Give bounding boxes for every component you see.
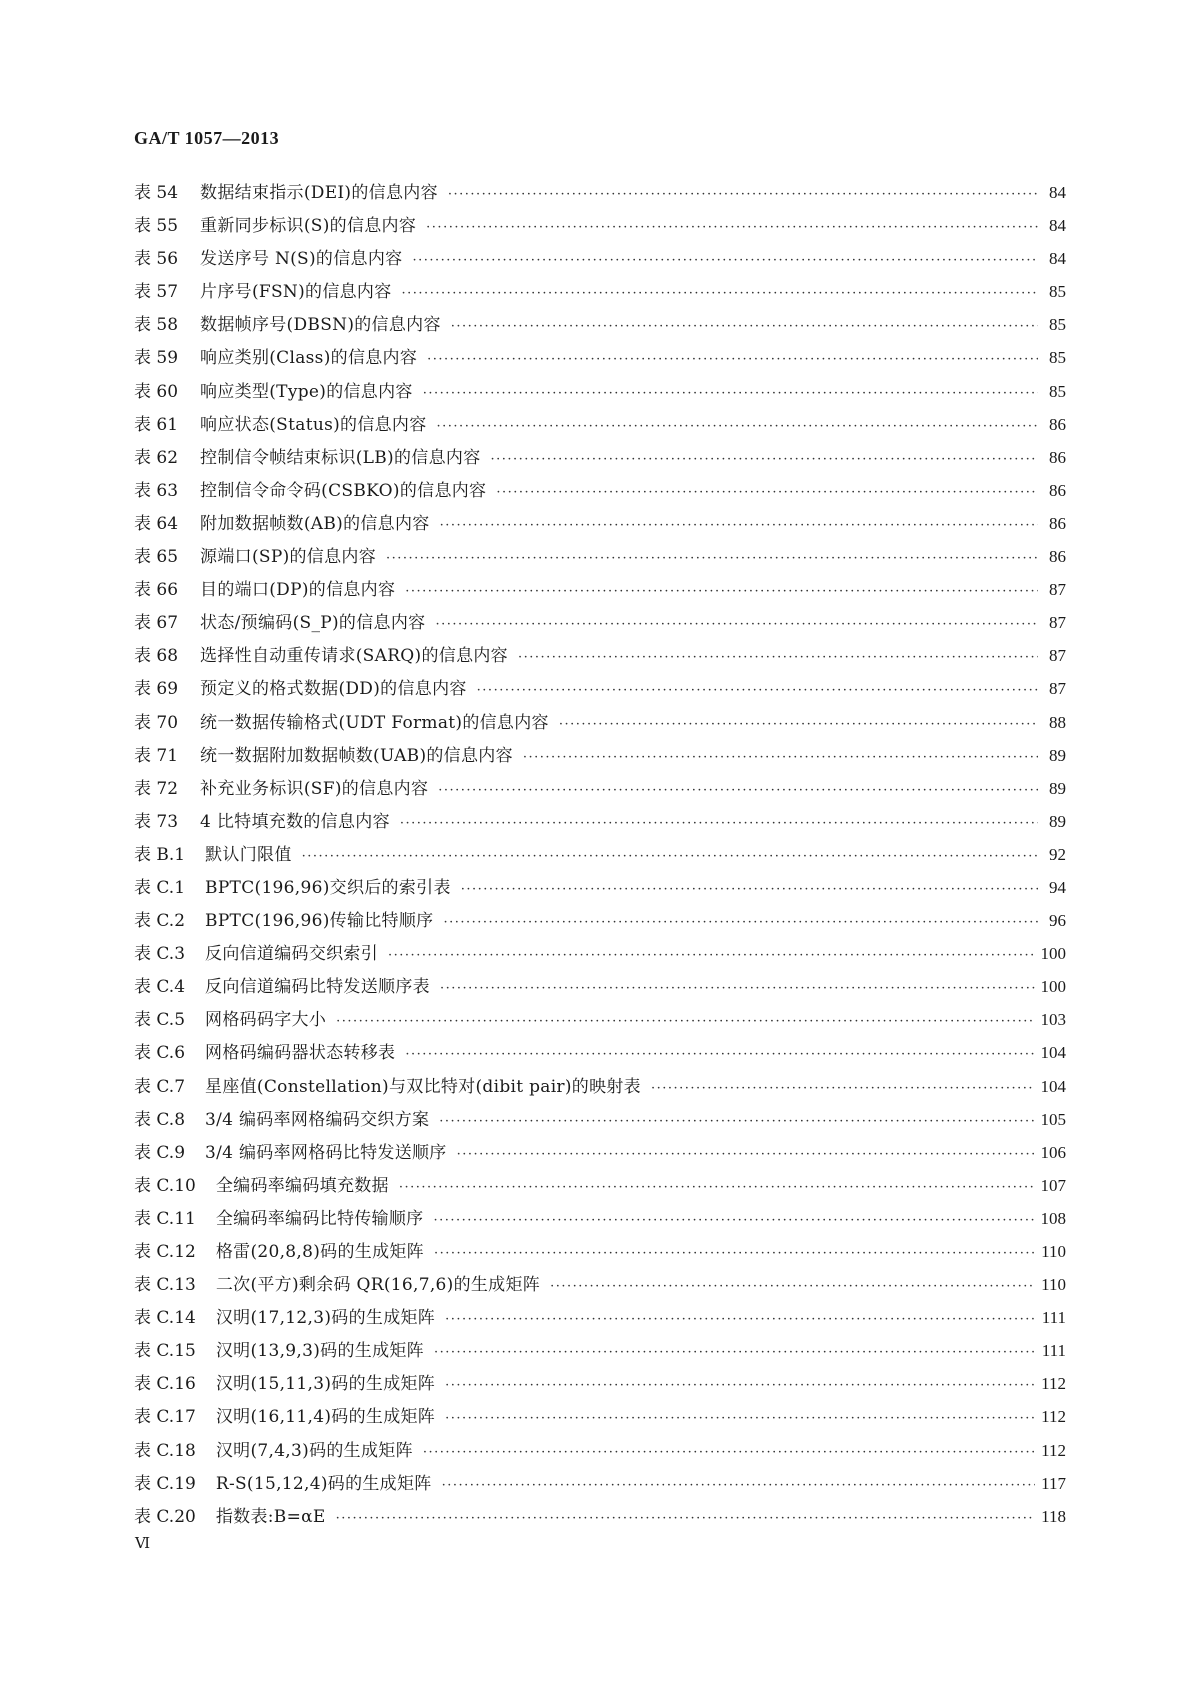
- toc-entry-page: 87: [1049, 613, 1066, 633]
- toc-entry-label: 表 61: [134, 414, 179, 435]
- toc-entry-title: 汉明(13,9,3)码的生成矩阵: [215, 1341, 424, 1362]
- toc-entry-title: 响应类型(Type)的信息内容: [200, 381, 413, 402]
- toc-entry-page: 110: [1041, 1242, 1066, 1261]
- toc-entry[interactable]: [134, 1136, 1066, 1169]
- toc-leader-dots: [445, 1369, 1035, 1402]
- toc-entry-label: 表 C.11: [134, 1208, 196, 1229]
- toc-leader-dots: [523, 741, 1038, 774]
- toc-entry-title: 汉明(16,11,4)码的生成矩阵: [215, 1407, 436, 1428]
- toc-entry-page: 87: [1049, 679, 1066, 699]
- toc-entry[interactable]: [134, 1036, 1066, 1069]
- toc-entry-label: 表 C.20: [134, 1506, 196, 1527]
- toc-entry-label: 表 C.2: [134, 911, 186, 932]
- toc-entry[interactable]: [134, 1301, 1066, 1334]
- toc-entry[interactable]: [134, 308, 1066, 341]
- toc-entry-page: 85: [1049, 381, 1066, 401]
- toc-entry[interactable]: [134, 970, 1066, 1003]
- toc-leader-dots: [461, 873, 1038, 906]
- toc-entry-title: BPTC(196,96)传输比特顺序: [205, 911, 434, 932]
- toc-leader-dots: [405, 1038, 1034, 1071]
- toc-entry-page: 84: [1049, 216, 1066, 236]
- toc-leader-dots: [386, 542, 1038, 575]
- toc-entry-label: 表 B.1: [134, 844, 186, 865]
- toc-leader-dots: [439, 1105, 1034, 1138]
- toc-leader-dots: [440, 509, 1038, 542]
- toc-leader-dots: [336, 1502, 1036, 1535]
- toc-entry-page: 84: [1049, 183, 1066, 202]
- toc-entry-title: 源端口(SP)的信息内容: [200, 547, 376, 568]
- toc-leader-dots: [518, 641, 1038, 674]
- toc-entry[interactable]: [134, 937, 1066, 970]
- toc-leader-dots: [400, 807, 1038, 840]
- toc-entry[interactable]: [134, 1235, 1066, 1268]
- document-code: GA/T 1057—2013: [134, 128, 280, 148]
- toc-entry[interactable]: [134, 1169, 1066, 1202]
- toc-entry[interactable]: [134, 1500, 1066, 1533]
- toc-entry-title: 汉明(7,4,3)码的生成矩阵: [215, 1440, 413, 1461]
- toc-entry-label: 表 72: [134, 778, 179, 799]
- toc-entry-page: 86: [1049, 447, 1066, 467]
- toc-leader-dots: [434, 1237, 1035, 1270]
- toc-entry[interactable]: [134, 672, 1066, 705]
- toc-entry[interactable]: [134, 507, 1066, 540]
- toc-leader-dots: [550, 1270, 1035, 1303]
- toc-entry-label: 表 C.7: [134, 1076, 186, 1097]
- toc-entry-title: 4 比特填充数的信息内容: [200, 811, 390, 832]
- toc-entry-page: 112: [1041, 1407, 1066, 1427]
- toc-entry-page: 103: [1040, 1010, 1066, 1030]
- toc-entry-label: 表 68: [134, 646, 179, 667]
- toc-entry[interactable]: [134, 408, 1066, 441]
- toc-entry-title: 格雷(20,8,8)码的生成矩阵: [215, 1242, 424, 1262]
- toc-entry-page: 111: [1041, 1308, 1066, 1328]
- toc-entry-page: 100: [1040, 977, 1066, 997]
- toc-entry-title: 响应状态(Status)的信息内容: [200, 414, 427, 435]
- toc-entry[interactable]: [134, 1202, 1066, 1235]
- toc-entry-page: 87: [1049, 646, 1066, 666]
- toc-entry[interactable]: [134, 341, 1066, 374]
- toc-leader-dots: [457, 1138, 1035, 1171]
- toc-entry-label: 表 65: [134, 547, 179, 568]
- toc-leader-dots: [434, 1336, 1036, 1369]
- toc-entry-page: 106: [1040, 1142, 1066, 1162]
- toc-entry-title: 补充业务标识(SF)的信息内容: [200, 778, 429, 799]
- toc-entry-label: 表 C.1: [134, 877, 186, 898]
- toc-entry[interactable]: [134, 772, 1066, 805]
- toc-entry-label: 表 66: [134, 580, 179, 601]
- toc-entry-title: 数据帧序号(DBSN)的信息内容: [200, 315, 441, 336]
- toc-entry-label: 表 71: [134, 745, 179, 766]
- toc-entry-title: 数据结束指示(DEI)的信息内容: [200, 183, 438, 203]
- toc-entry-page: 118: [1041, 1506, 1066, 1526]
- toc-leader-dots: [440, 972, 1035, 1005]
- toc-entry[interactable]: [134, 1367, 1066, 1400]
- toc-entry-title: BPTC(196,96)交织后的索引表: [205, 877, 451, 898]
- toc-entry[interactable]: [134, 606, 1066, 639]
- toc-entry-title: 汉明(17,12,3)码的生成矩阵: [215, 1308, 436, 1329]
- toc-entry-title: 全编码率编码填充数据: [215, 1175, 389, 1196]
- toc-entry-page: 96: [1049, 911, 1066, 931]
- toc-leader-dots: [405, 575, 1038, 608]
- toc-entry-title: 网格码编码器状态转移表: [205, 1043, 396, 1064]
- toc-entry-page: 105: [1040, 1109, 1066, 1129]
- toc-leader-dots: [336, 1005, 1034, 1038]
- toc-entry-title: 发送序号 N(S)的信息内容: [200, 249, 403, 270]
- toc-entry-title: 指数表:B=αE: [215, 1506, 326, 1527]
- toc-leader-dots: [426, 211, 1038, 244]
- toc-entry-page: 86: [1049, 547, 1066, 567]
- toc-entry-page: 92: [1049, 844, 1066, 864]
- toc-entry-title: 重新同步标识(S)的信息内容: [200, 216, 417, 237]
- toc-entry-title: 反向信道编码比特发送顺序表: [205, 977, 430, 998]
- toc-leader-dots: [423, 377, 1038, 410]
- toc-entry[interactable]: [134, 1268, 1066, 1301]
- toc-entry-page: 112: [1041, 1374, 1066, 1394]
- toc-entry-title: 控制信令命令码(CSBKO)的信息内容: [200, 480, 487, 501]
- toc-entry-label: 表 C.14: [134, 1308, 196, 1329]
- toc-entry-page: 117: [1041, 1473, 1066, 1493]
- toc-entry-page: 89: [1049, 745, 1066, 765]
- toc-entry[interactable]: [134, 540, 1066, 573]
- toc-entry-page: 104: [1040, 1076, 1066, 1096]
- toc-entry[interactable]: [134, 805, 1066, 838]
- toc-entry[interactable]: [134, 838, 1066, 871]
- toc-entry-page: 86: [1049, 513, 1066, 533]
- toc-entry[interactable]: [134, 375, 1066, 408]
- toc-entry-page: 112: [1041, 1440, 1066, 1460]
- toc-entry-title: 选择性自动重传请求(SARQ)的信息内容: [200, 646, 508, 667]
- toc-entry-title: 片序号(FSN)的信息内容: [200, 282, 392, 303]
- page-number: Ⅵ: [135, 1536, 151, 1552]
- toc-entry[interactable]: [134, 904, 1066, 937]
- toc-leader-dots: [445, 1303, 1036, 1336]
- toc-entry-page: 85: [1049, 348, 1066, 368]
- toc-leader-dots: [443, 906, 1038, 939]
- toc-entry-label: 表 C.6: [134, 1043, 186, 1064]
- toc-leader-dots: [399, 1171, 1035, 1204]
- toc-entry[interactable]: [134, 441, 1066, 474]
- toc-entry[interactable]: [134, 275, 1066, 308]
- toc-entry-label: 表 C.16: [134, 1374, 196, 1395]
- toc-entry-label: 表 C.15: [134, 1341, 196, 1362]
- toc-entry-page: 85: [1049, 282, 1066, 302]
- toc-entry-label: 表 67: [134, 613, 179, 634]
- toc-leader-dots: [402, 277, 1038, 310]
- toc-leader-dots: [491, 443, 1039, 476]
- toc-leader-dots: [423, 1436, 1035, 1469]
- toc-entry-title: R-S(15,12,4)码的生成矩阵: [215, 1473, 432, 1494]
- toc-leader-dots: [388, 939, 1034, 972]
- toc-entry-page: 88: [1049, 712, 1066, 732]
- toc-leader-dots: [435, 608, 1038, 641]
- toc-entry-label: 表 56: [134, 249, 179, 270]
- toc-entry-label: 表 58: [134, 315, 179, 336]
- toc-entry-page: 104: [1040, 1043, 1066, 1063]
- toc-entry-title: 3/4 编码率网格编码交织方案: [205, 1109, 430, 1130]
- table-of-contents: [134, 176, 1066, 1533]
- toc-leader-dots: [433, 1204, 1034, 1237]
- toc-leader-dots: [477, 674, 1038, 707]
- toc-entry-label: 表 C.17: [134, 1407, 196, 1428]
- toc-entry[interactable]: [134, 1434, 1066, 1467]
- toc-entry-title: 全编码率编码比特传输顺序: [215, 1208, 424, 1229]
- toc-leader-dots: [445, 1402, 1035, 1435]
- toc-entry[interactable]: [134, 1467, 1066, 1500]
- toc-entry-label: 表 55: [134, 216, 179, 237]
- toc-entry-label: 表 C.4: [134, 977, 186, 998]
- toc-entry-page: 87: [1049, 580, 1066, 600]
- toc-entry[interactable]: [134, 176, 1066, 209]
- toc-entry-label: 表 64: [134, 513, 179, 534]
- toc-entry[interactable]: [134, 706, 1066, 739]
- toc-entry-title: 响应类别(Class)的信息内容: [200, 348, 418, 369]
- toc-entry-label: 表 62: [134, 447, 179, 468]
- toc-entry-label: 表 60: [134, 381, 179, 402]
- toc-entry-page: 108: [1040, 1208, 1066, 1228]
- toc-entry-page: 84: [1049, 249, 1066, 269]
- toc-entry-title: 统一数据附加数据帧数(UAB)的信息内容: [200, 745, 513, 766]
- toc-entry-title: 星座值(Constellation)与双比特对(dibit pair)的映射表: [205, 1076, 641, 1097]
- toc-entry[interactable]: [134, 871, 1066, 904]
- toc-entry-page: 85: [1049, 315, 1066, 335]
- toc-leader-dots: [438, 774, 1038, 807]
- toc-entry-title: 汉明(15,11,3)码的生成矩阵: [215, 1374, 436, 1395]
- toc-leader-dots: [651, 1072, 1035, 1105]
- toc-leader-dots: [559, 708, 1038, 741]
- toc-entry-page: 110: [1041, 1275, 1066, 1295]
- toc-entry-label: 表 C.10: [134, 1175, 196, 1196]
- toc-entry-page: 111: [1041, 1341, 1066, 1361]
- toc-leader-dots: [451, 310, 1038, 343]
- toc-entry-title: 预定义的格式数据(DD)的信息内容: [200, 679, 467, 700]
- toc-entry-label: 表 70: [134, 712, 179, 733]
- toc-leader-dots: [437, 410, 1038, 443]
- toc-entry-title: 网格码码字大小: [205, 1010, 327, 1031]
- toc-entry-title: 反向信道编码交织索引: [205, 944, 379, 965]
- toc-entry-title: 统一数据传输格式(UDT Format)的信息内容: [200, 712, 549, 733]
- toc-leader-dots: [442, 1469, 1036, 1502]
- toc-entry-page: 94: [1049, 877, 1066, 897]
- toc-leader-dots: [302, 840, 1038, 873]
- toc-entry-label: 表 57: [134, 282, 179, 303]
- toc-entry-label: 表 63: [134, 480, 179, 501]
- toc-entry[interactable]: [134, 209, 1066, 242]
- toc-entry-page: 107: [1040, 1175, 1066, 1195]
- toc-entry-page: 86: [1049, 480, 1066, 500]
- toc-entry-label: 表 59: [134, 348, 179, 369]
- toc-entry[interactable]: [134, 639, 1066, 672]
- toc-entry-label: 表 69: [134, 679, 179, 700]
- toc-entry-label: 表 54: [134, 183, 179, 203]
- toc-entry-title: 目的端口(DP)的信息内容: [200, 580, 396, 601]
- toc-entry-label: 表 C.9: [134, 1142, 186, 1163]
- toc-entry[interactable]: [134, 739, 1066, 772]
- toc-entry-label: 表 C.13: [134, 1275, 196, 1296]
- toc-entry[interactable]: [134, 1400, 1066, 1433]
- toc-entry-label: 表 C.8: [134, 1109, 186, 1130]
- toc-entry-page: 89: [1049, 778, 1066, 798]
- toc-entry[interactable]: [134, 242, 1066, 275]
- toc-entry-title: 二次(平方)剩余码 QR(16,7,6)的生成矩阵: [215, 1275, 541, 1296]
- toc-entry-title: 默认门限值: [205, 844, 292, 865]
- toc-leader-dots: [412, 244, 1038, 277]
- toc-leader-dots: [496, 476, 1038, 509]
- toc-leader-dots: [448, 178, 1038, 211]
- toc-entry-title: 3/4 编码率网格码比特发送顺序: [205, 1142, 447, 1163]
- toc-entry-label: 表 C.3: [134, 944, 186, 965]
- toc-entry-title: 状态/预编码(S_P)的信息内容: [200, 613, 426, 634]
- toc-entry[interactable]: [134, 1003, 1066, 1036]
- toc-entry-label: 表 73: [134, 811, 179, 832]
- toc-entry-label: 表 C.18: [134, 1440, 196, 1461]
- toc-entry-title: 附加数据帧数(AB)的信息内容: [200, 513, 430, 534]
- toc-entry-title: 控制信令帧结束标识(LB)的信息内容: [200, 447, 481, 468]
- toc-entry-page: 86: [1049, 414, 1066, 434]
- toc-entry[interactable]: [134, 474, 1066, 507]
- toc-entry[interactable]: [134, 1070, 1066, 1103]
- toc-entry-label: 表 C.5: [134, 1010, 186, 1031]
- toc-entry-label: 表 C.12: [134, 1242, 196, 1262]
- toc-entry[interactable]: [134, 1103, 1066, 1136]
- toc-entry-page: 100: [1040, 944, 1066, 964]
- toc-entry[interactable]: [134, 1334, 1066, 1367]
- toc-entry[interactable]: [134, 573, 1066, 606]
- toc-entry-page: 89: [1049, 811, 1066, 831]
- toc-leader-dots: [427, 343, 1038, 376]
- toc-entry-label: 表 C.19: [134, 1473, 196, 1494]
